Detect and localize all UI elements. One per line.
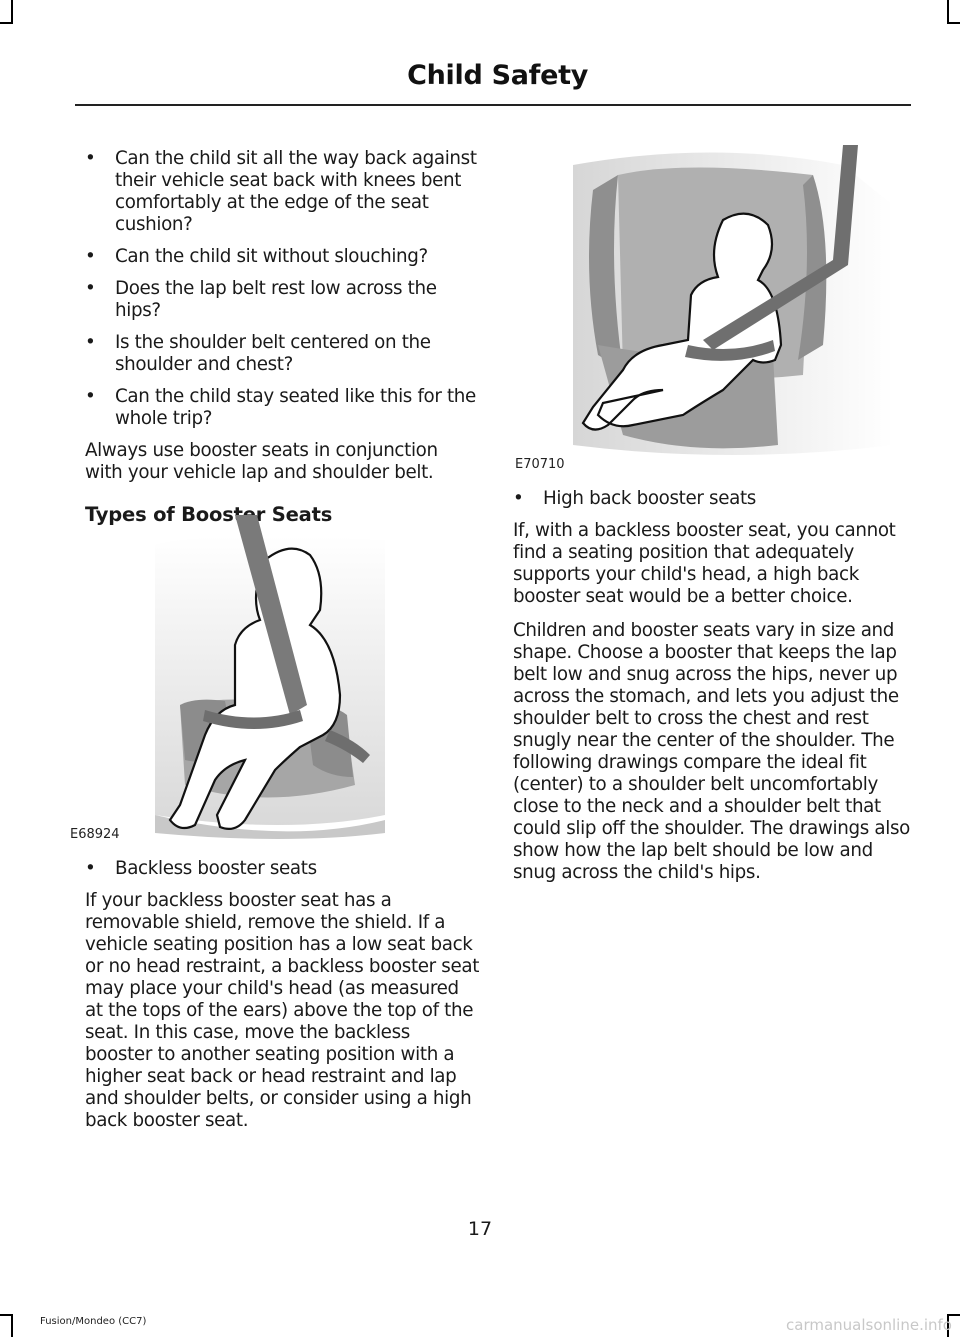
highback-bullet-list bbox=[513, 488, 913, 510]
fit-checklist bbox=[85, 148, 480, 430]
left-column-lower bbox=[85, 858, 480, 1144]
list-item-text: High back booster seats bbox=[543, 488, 756, 509]
highback-booster-figure bbox=[513, 145, 913, 475]
crop-mark bbox=[947, 0, 949, 22]
footer-model: Fusion/Mondeo (CC7) bbox=[40, 1316, 147, 1327]
backless-bullet-list bbox=[85, 858, 480, 880]
bullet-glyph: • bbox=[85, 148, 96, 169]
list-item-text: Can the child stay seated like this for the whole trip? bbox=[115, 386, 476, 429]
figure-code: E70710 bbox=[515, 457, 565, 472]
list-item-text: Does the lap belt rest low across the hips? bbox=[115, 278, 437, 321]
list-item bbox=[85, 246, 480, 268]
list-item bbox=[85, 278, 480, 322]
page-title: Child Safety bbox=[407, 60, 588, 91]
crop-mark bbox=[11, 0, 13, 22]
list-item-text: Can the child sit all the way back against their vehicle seat back with knees bent comfortably at the edge of the seat cushion? bbox=[115, 148, 477, 235]
backless-booster-figure bbox=[70, 515, 480, 845]
crop-mark bbox=[0, 22, 13, 24]
list-item bbox=[85, 332, 480, 376]
crop-mark bbox=[947, 22, 960, 24]
bullet-glyph: • bbox=[85, 246, 96, 267]
list-item bbox=[85, 148, 480, 236]
figure-code: E68924 bbox=[70, 827, 120, 842]
left-column bbox=[85, 148, 480, 526]
highback-paragraph-2: Children and booster seats vary in size and shape. Choose a booster that keeps the lap belt low and snug across the hips, never up across the stomach, and lets you adjust the shoulder belt to cross the chest and rest snugly near the center of the shoulder. The following drawings compare the ideal fit (center) to a shoulder belt uncomfortably close to the neck and a shoulder belt that could slip off the shoulder. The drawings also show how the lap belt should be low and snug across the child's hips. bbox=[513, 620, 910, 883]
list-item bbox=[513, 488, 913, 510]
right-column-lower bbox=[513, 488, 913, 896]
bullet-glyph: • bbox=[85, 858, 96, 879]
bullet-glyph: • bbox=[85, 332, 96, 353]
backless-booster-illustration bbox=[85, 515, 480, 845]
crop-mark bbox=[11, 1314, 13, 1337]
highback-booster-illustration bbox=[513, 145, 913, 475]
bullet-glyph: • bbox=[85, 278, 96, 299]
watermark: carmanualsonline.info bbox=[786, 1316, 952, 1334]
list-item-text: Backless booster seats bbox=[115, 858, 317, 879]
highback-paragraph-1: If, with a backless booster seat, you cannot find a seating position that adequately supports your child's head, a high back booster seat would be a better choice. bbox=[513, 520, 896, 607]
list-item-text: Is the shoulder belt centered on the shoulder and chest? bbox=[115, 332, 431, 375]
backless-paragraph: If your backless booster seat has a removable shield, remove the shield. If a vehicle seating position has a low seat back or no head restraint, a backless booster seat may place your child's head (as measured at the tops of the ears) above the top of the seat. In this case, move the backless booster to another seating position with a higher seat back or head restraint and lap and shoulder belts, or consider using a high back booster seat. bbox=[85, 890, 480, 1131]
intro-paragraph: Always use booster seats in conjunction with your vehicle lap and shoulder belt. bbox=[85, 440, 438, 483]
header-divider bbox=[75, 104, 911, 106]
list-item-text: Can the child sit without slouching? bbox=[115, 246, 428, 267]
page-number: 17 bbox=[467, 1218, 493, 1240]
list-item bbox=[85, 858, 480, 880]
section-heading: Types of Booster Seats bbox=[85, 503, 333, 526]
bullet-glyph: • bbox=[85, 386, 96, 407]
bullet-glyph: • bbox=[513, 488, 524, 509]
list-item bbox=[85, 386, 480, 430]
